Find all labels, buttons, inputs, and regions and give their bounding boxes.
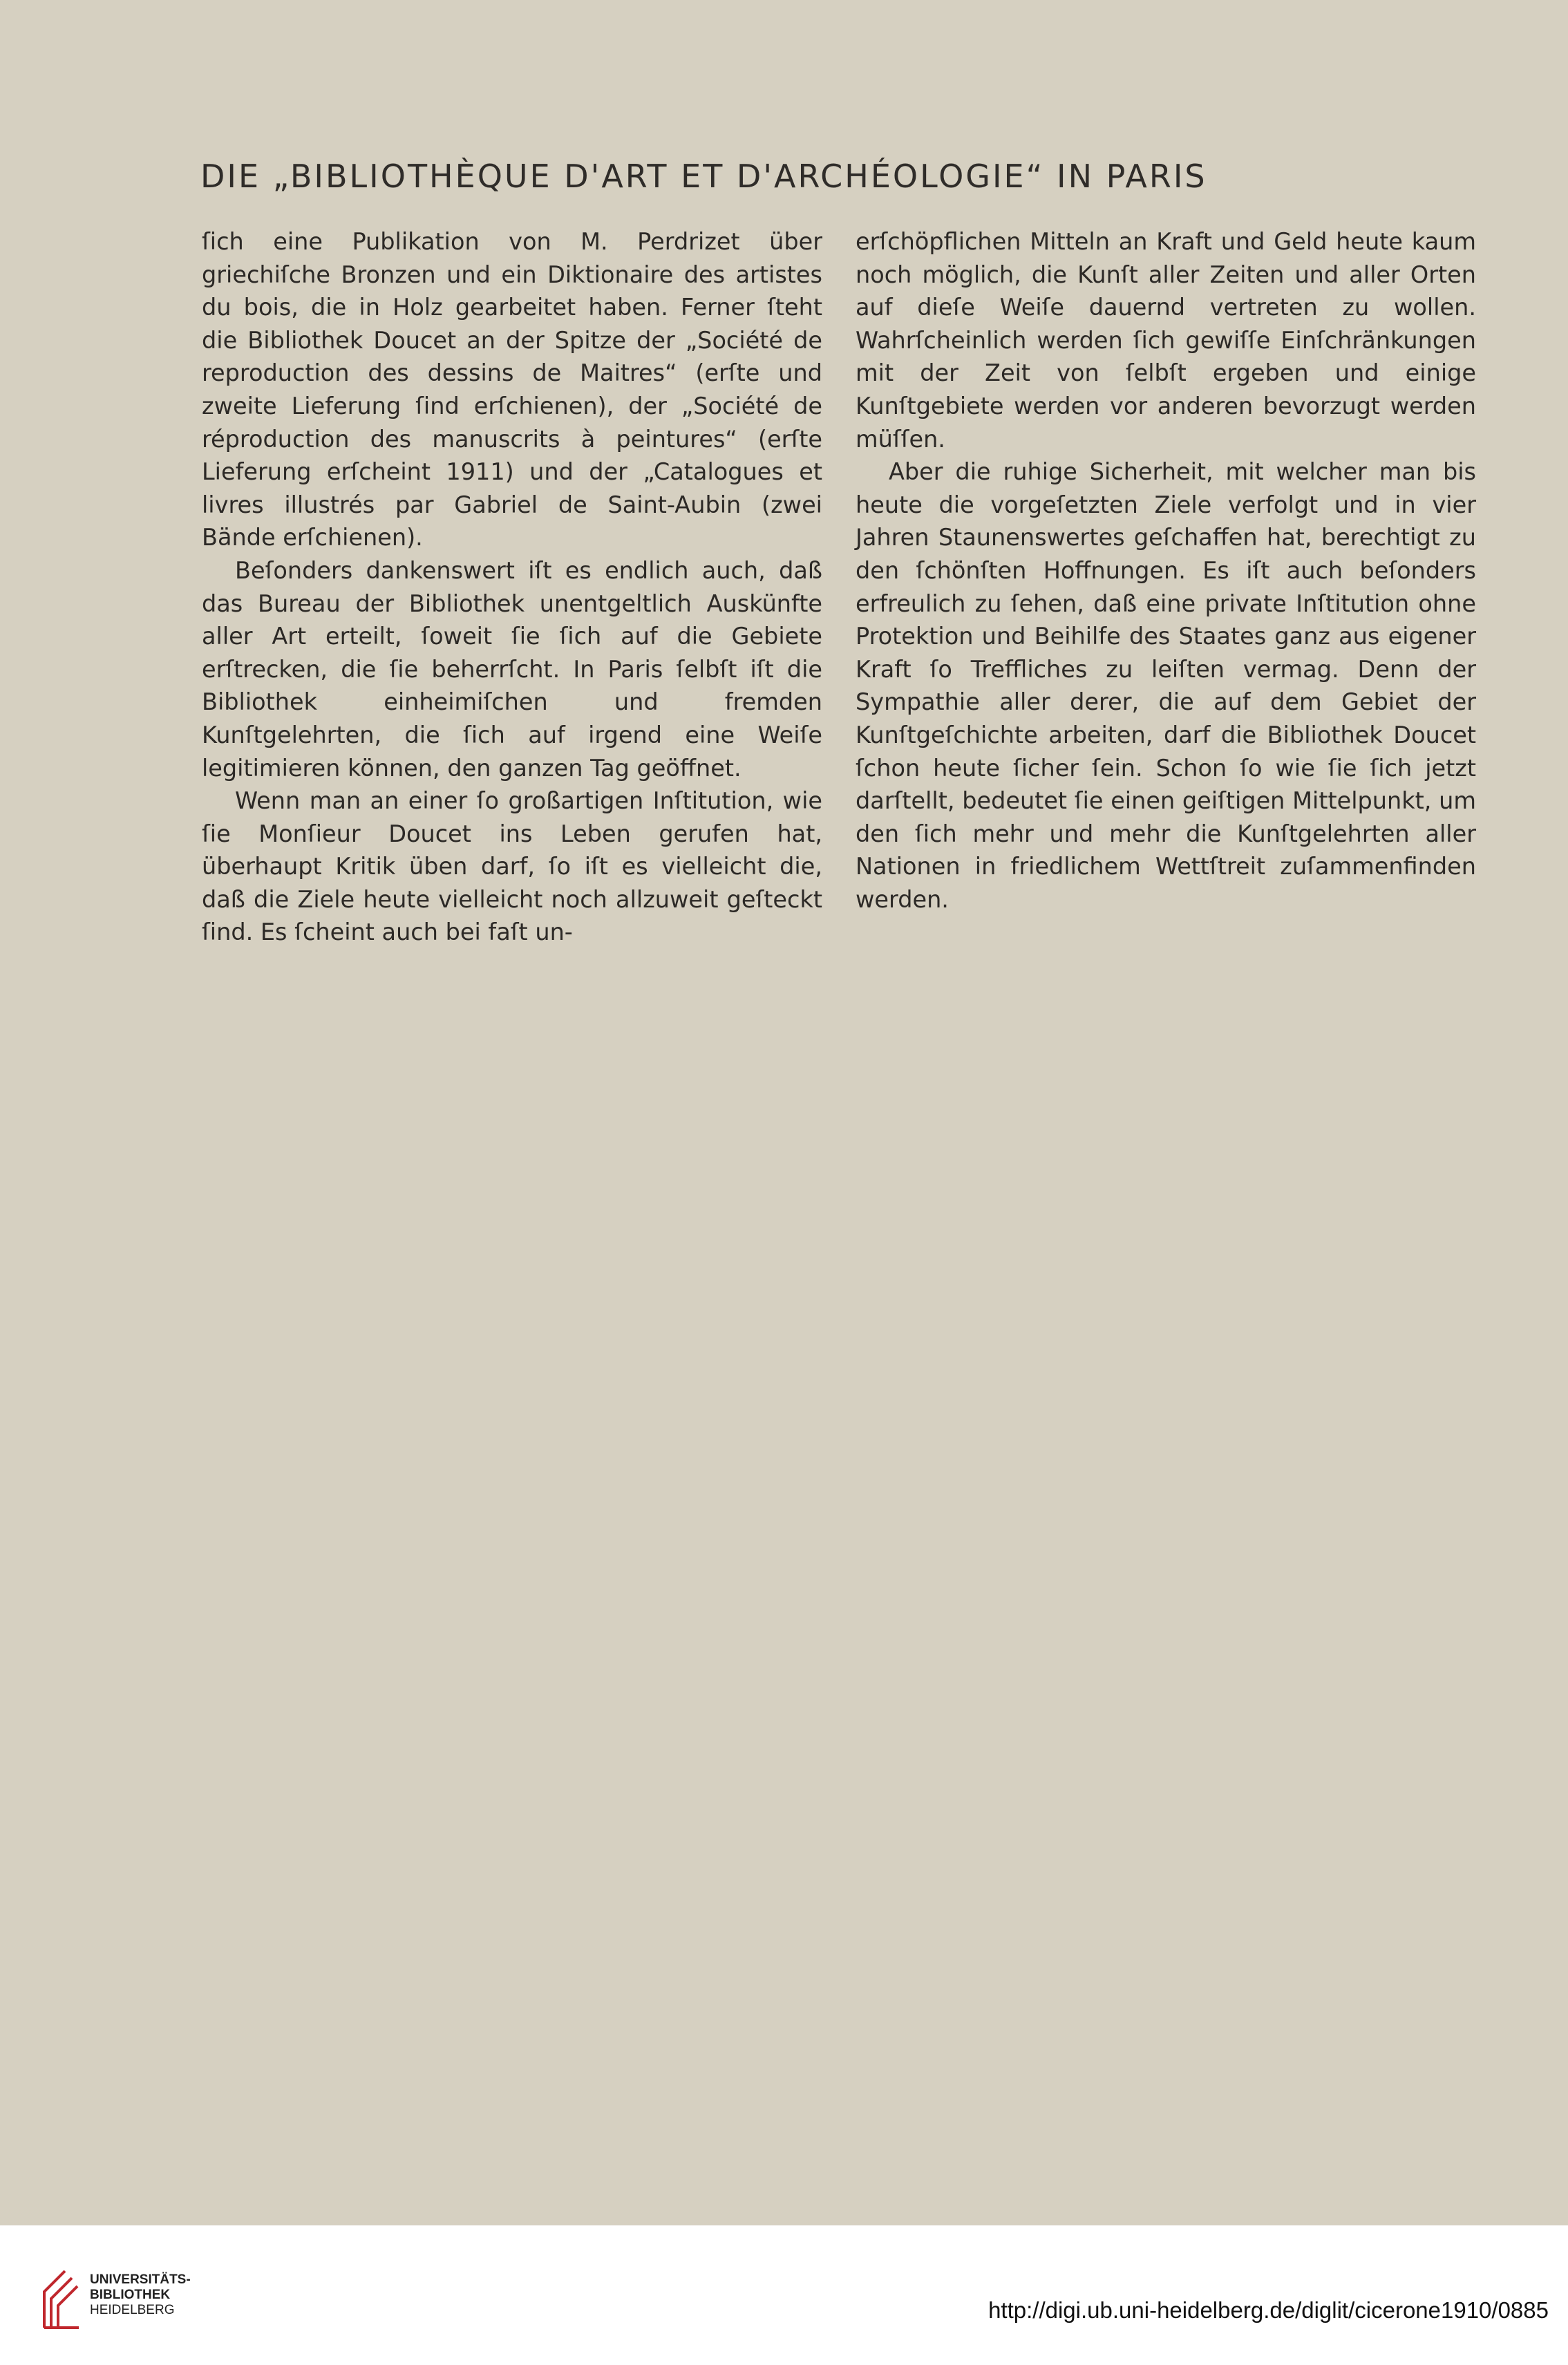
library-name	[90, 2272, 191, 2318]
left-paragraph-3: Wenn man an einer ſo großartigen Inſtitution, wie ſie Monſieur Doucet ins Leben gerufen hat, überhaupt Kritik üben darf, ſo iſt es vielleicht die, daß die Ziele heute vielleicht noch allzuweit geſteckt ſind. Es ſcheint auch bei faſt un-	[202, 787, 822, 946]
right-paragraph-2: Aber die ruhige Sicherheit, mit welcher man bis heute die vorgeſetzten Ziele verfolgt und in vier Jahren Staunenswertes geſchaffen hat, berechtigt zu den ſchönſten Hoffnungen. Es iſt auch beſonders erfreulich zu ſehen, daß eine private Inſtitution ohne Protektion und Beihilfe des Staates ganz aus eigener Kraft ſo Treffliches zu leiſten vermag. Denn der Sympathie aller derer, die auf dem Gebiet der Kunſtgeſchichte arbeiten, darf die Bibliothek Doucet ſchon heute ſicher ſein. Schon ſo wie ſie ſich jetzt darſtellt, bedeutet ſie einen geiſtigen Mittelpunkt, um den ſich mehr und mehr die Kunſtgelehrten aller Nationen in friedlichem Wettſtreit zuſammenfinden werden.	[856, 458, 1476, 913]
library-name-line-1: UNIVERSITÄTS-	[90, 2272, 191, 2287]
right-column	[856, 225, 1476, 916]
library-name-line-3: HEIDELBERG	[90, 2303, 175, 2317]
library-name-line-2: BIBLIOTHEK	[90, 2288, 171, 2302]
right-paragraph-1: erſchöpflichen Mitteln an Kraft und Geld heute kaum noch möglich, die Kunſt aller Zeiten und aller Orten auf dieſe Weiſe dauernd vertreten zu wollen. Wahrſcheinlich werden ſich gewiſſe Einſchränkungen mit der Zeit von ſelbſt ergeben und einige Kunſtgebiete werden vor anderen bevorzugt werden müſſen.	[856, 228, 1476, 453]
library-footer	[0, 2225, 1568, 2365]
page-header-title: DIE „BIBLIOTHÈQUE D'ART ET D'ARCHÉOLOGIE“ IN PARIS	[200, 158, 1207, 195]
left-paragraph-2: Beſonders dankenswert iſt es endlich auch, daß das Bureau der Bibliothek unentgeltlich Auskünfte aller Art erteilt, ſoweit ſie ſich auf die Gebiete erſtrecken, die ſie beherrſcht. In Paris ſelbſt iſt die Bibliothek einheimiſchen und fremden Kunſtgelehrten, die ſich auf irgend eine Weiſe legitimieren können, den ganzen Tag geöffnet.	[202, 556, 822, 782]
source-url-link[interactable]: http://digi.ub.uni-heidelberg.de/diglit/cicerone1910/0885	[988, 2297, 1549, 2323]
ub-heidelberg-logo-icon	[37, 2268, 82, 2330]
left-column	[202, 225, 822, 949]
left-paragraph-1: ſich eine Publikation von M. Perdrizet über griechiſche Bronzen und ein Diktionaire des artistes du bois, die in Holz gearbeitet haben. Ferner ſteht die Bibliothek Doucet an der Spitze der „Société de reproduction des dessins de Maitres“ (erſte und zweite Lieferung ſind erſchienen), der „Société de réproduction des manuscrits à peintures“ (erſte Lieferung erſcheint 1911) und der „Catalogues et livres illustrés par Gabriel de Saint-Aubin (zwei Bände erſchienen).	[202, 228, 822, 552]
